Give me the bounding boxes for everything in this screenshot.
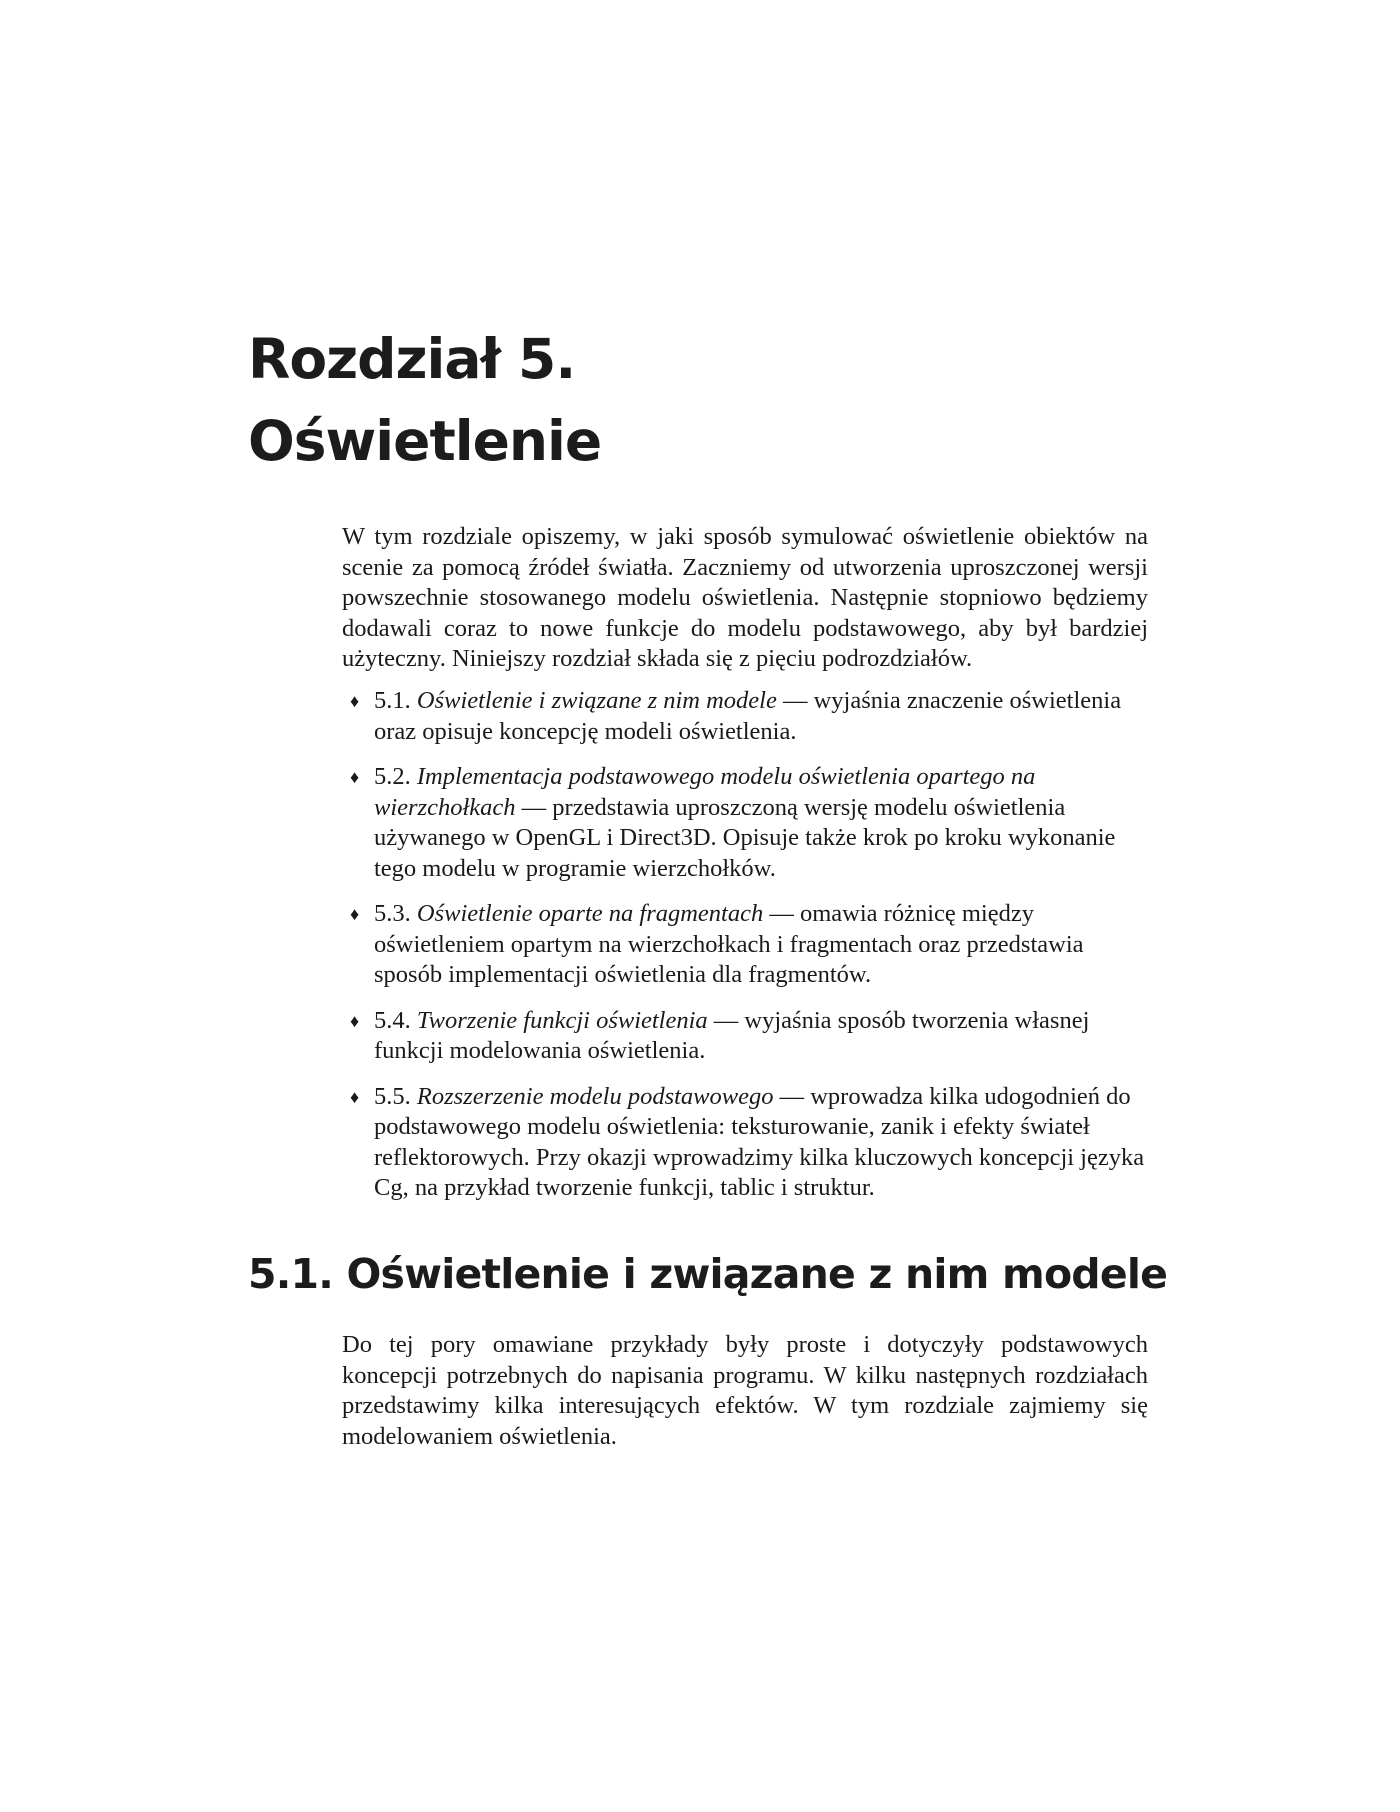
item-number: 5.5. bbox=[374, 1082, 411, 1110]
item-description: — wprowadza kilka udogodnień do podstawowego modelu oświetlenia: teksturowanie, zanik i efekty świateł reflektorowych. Przy okazji wprowadzimy kilka kluczowych koncepcji języka Cg, na przykład tworzenie funkcji, tablic i struktur. bbox=[374, 1082, 1145, 1201]
subsection-list bbox=[350, 686, 1150, 1219]
item-number: 5.1. bbox=[374, 687, 411, 714]
item-title: Rozszerzenie modelu podstawowego bbox=[416, 1082, 774, 1110]
chapter-title-line1: Rozdział 5. bbox=[248, 327, 576, 391]
section-heading: 5.1. Oświetlenie i związane z nim modele bbox=[248, 1250, 1168, 1298]
item-description: — wyjaśnia sposób tworzenia własnej funkcji modelowania oświetlenia. bbox=[374, 1006, 1090, 1064]
item-title: Oświetlenie i związane z nim modele bbox=[416, 687, 777, 714]
list-item bbox=[350, 686, 1150, 747]
item-description: — omawia różnicę między oświetleniem opartym na wierzchołkach i fragmentach oraz przedstawia sposób implementacji oświetlenia dla fragmentów. bbox=[374, 900, 1084, 988]
diamond-bullet-icon: ♦ bbox=[350, 1010, 360, 1031]
item-number: 5.4. bbox=[374, 1006, 411, 1034]
diamond-bullet-icon: ♦ bbox=[350, 1086, 360, 1107]
diamond-bullet-icon: ♦ bbox=[350, 904, 360, 924]
diamond-bullet-icon: ♦ bbox=[350, 767, 360, 787]
item-description: — wyjaśnia znaczenie oświetlenia oraz opisuje koncepcję modeli oświetlenia. bbox=[374, 687, 1122, 745]
diamond-bullet-icon: ♦ bbox=[350, 691, 360, 711]
item-description: — przedstawia uproszczoną wersję modelu oświetlenia używanego w OpenGL i Direct3D. Opisuje także krok po kroku wykonanie tego modelu w programie wierzchołków. bbox=[374, 793, 1116, 882]
list-item bbox=[350, 1082, 1150, 1204]
chapter-title-line2: Oświetlenie bbox=[248, 409, 602, 473]
item-title: Implementacja podstawowego modelu oświetlenia opartego na wierzchołkach bbox=[374, 763, 1036, 821]
item-number: 5.3. bbox=[374, 900, 411, 927]
intro-paragraph: W tym rozdziale opiszemy, w jaki sposób symulować oświetlenie obiektów na scenie za pomocą źródeł światła. Zaczniemy od utworzenia uproszczonej wersji powszechnie stosowanego modelu oświetlenia. Następnie stopniowo będziemy dodawali coraz to nowe funkcje do modelu podstawowego, aby był bardziej użyteczny. Niniejszy rozdział składa się z pięciu podrozdziałów. bbox=[342, 523, 1148, 672]
list-item bbox=[350, 1006, 1150, 1067]
item-number: 5.2. bbox=[374, 763, 411, 790]
list-item bbox=[350, 899, 1150, 991]
list-item bbox=[350, 762, 1150, 884]
section-paragraph: Do tej pory omawiane przykłady były proste i dotyczyły podstawowych koncepcji potrzebnych do napisania programu. W kilku następnych rozdziałach przedstawimy kilka interesujących efektów. W tym rozdziale zajmiemy się modelowaniem oświetlenia. bbox=[342, 1331, 1148, 1450]
chapter-title bbox=[248, 318, 601, 482]
item-title: Tworzenie funkcji oświetlenia bbox=[416, 1006, 708, 1034]
item-title: Oświetlenie oparte na fragmentach bbox=[416, 900, 764, 927]
